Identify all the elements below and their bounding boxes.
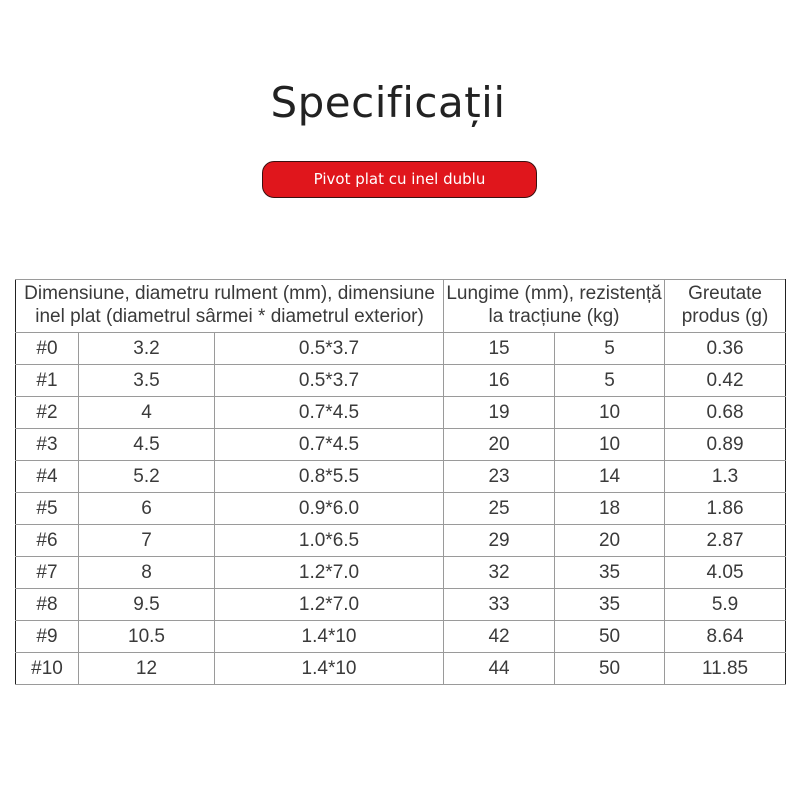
cell-tensile-strength: 10 xyxy=(555,397,665,429)
table-row xyxy=(16,557,786,589)
cell-ring-size: 0.8*5.5 xyxy=(215,461,444,493)
page-title: Specificații xyxy=(270,78,506,127)
cell-bearing-diameter: 4.5 xyxy=(79,429,215,461)
spec-table xyxy=(15,279,786,685)
cell-bearing-diameter: 10.5 xyxy=(79,621,215,653)
cell-weight: 0.36 xyxy=(665,333,786,365)
cell-length: 15 xyxy=(444,333,555,365)
cell-ring-size: 1.4*10 xyxy=(215,653,444,685)
spec-table-body xyxy=(16,280,786,685)
cell-tensile-strength: 50 xyxy=(555,653,665,685)
cell-ring-size: 1.2*7.0 xyxy=(215,557,444,589)
cell-tensile-strength: 50 xyxy=(555,621,665,653)
table-row xyxy=(16,621,786,653)
cell-length: 29 xyxy=(444,525,555,557)
cell-size: #7 xyxy=(16,557,79,589)
cell-length: 20 xyxy=(444,429,555,461)
table-row xyxy=(16,365,786,397)
cell-bearing-diameter: 12 xyxy=(79,653,215,685)
product-badge: Pivot plat cu inel dublu xyxy=(262,161,537,198)
cell-weight: 2.87 xyxy=(665,525,786,557)
cell-weight: 4.05 xyxy=(665,557,786,589)
cell-tensile-strength: 35 xyxy=(555,589,665,621)
table-row xyxy=(16,397,786,429)
cell-ring-size: 0.9*6.0 xyxy=(215,493,444,525)
cell-ring-size: 0.5*3.7 xyxy=(215,365,444,397)
cell-weight: 0.89 xyxy=(665,429,786,461)
cell-ring-size: 0.7*4.5 xyxy=(215,429,444,461)
table-row xyxy=(16,461,786,493)
cell-ring-size: 1.4*10 xyxy=(215,621,444,653)
cell-length: 32 xyxy=(444,557,555,589)
cell-length: 42 xyxy=(444,621,555,653)
table-row xyxy=(16,333,786,365)
cell-length: 19 xyxy=(444,397,555,429)
cell-tensile-strength: 35 xyxy=(555,557,665,589)
cell-tensile-strength: 18 xyxy=(555,493,665,525)
cell-length: 23 xyxy=(444,461,555,493)
cell-weight: 8.64 xyxy=(665,621,786,653)
cell-size: #9 xyxy=(16,621,79,653)
cell-weight: 1.3 xyxy=(665,461,786,493)
cell-size: #1 xyxy=(16,365,79,397)
cell-bearing-diameter: 6 xyxy=(79,493,215,525)
header-dimension: Dimensiune, diametru rulment (mm), dimensiune inel plat (diametrul sârmei * diametrul exterior) xyxy=(16,280,444,333)
cell-tensile-strength: 10 xyxy=(555,429,665,461)
cell-weight: 1.86 xyxy=(665,493,786,525)
table-row xyxy=(16,525,786,557)
cell-tensile-strength: 14 xyxy=(555,461,665,493)
cell-bearing-diameter: 7 xyxy=(79,525,215,557)
cell-tensile-strength: 5 xyxy=(555,333,665,365)
cell-bearing-diameter: 8 xyxy=(79,557,215,589)
cell-length: 16 xyxy=(444,365,555,397)
table-header-row xyxy=(16,280,786,333)
table-row xyxy=(16,493,786,525)
cell-size: #0 xyxy=(16,333,79,365)
cell-size: #8 xyxy=(16,589,79,621)
cell-size: #6 xyxy=(16,525,79,557)
header-weight: Greutate produs (g) xyxy=(665,280,786,333)
cell-weight: 11.85 xyxy=(665,653,786,685)
cell-size: #10 xyxy=(16,653,79,685)
cell-size: #3 xyxy=(16,429,79,461)
cell-size: #4 xyxy=(16,461,79,493)
cell-bearing-diameter: 3.5 xyxy=(79,365,215,397)
table-row xyxy=(16,653,786,685)
cell-bearing-diameter: 4 xyxy=(79,397,215,429)
table-row xyxy=(16,589,786,621)
cell-tensile-strength: 5 xyxy=(555,365,665,397)
cell-size: #5 xyxy=(16,493,79,525)
cell-length: 44 xyxy=(444,653,555,685)
table-row xyxy=(16,429,786,461)
cell-bearing-diameter: 9.5 xyxy=(79,589,215,621)
cell-weight: 5.9 xyxy=(665,589,786,621)
header-length-strength: Lungime (mm), rezistență la tracțiune (kg) xyxy=(444,280,665,333)
cell-bearing-diameter: 3.2 xyxy=(79,333,215,365)
cell-length: 25 xyxy=(444,493,555,525)
cell-bearing-diameter: 5.2 xyxy=(79,461,215,493)
cell-size: #2 xyxy=(16,397,79,429)
cell-tensile-strength: 20 xyxy=(555,525,665,557)
cell-ring-size: 0.7*4.5 xyxy=(215,397,444,429)
cell-weight: 0.42 xyxy=(665,365,786,397)
cell-length: 33 xyxy=(444,589,555,621)
cell-ring-size: 0.5*3.7 xyxy=(215,333,444,365)
cell-weight: 0.68 xyxy=(665,397,786,429)
cell-ring-size: 1.2*7.0 xyxy=(215,589,444,621)
cell-ring-size: 1.0*6.5 xyxy=(215,525,444,557)
